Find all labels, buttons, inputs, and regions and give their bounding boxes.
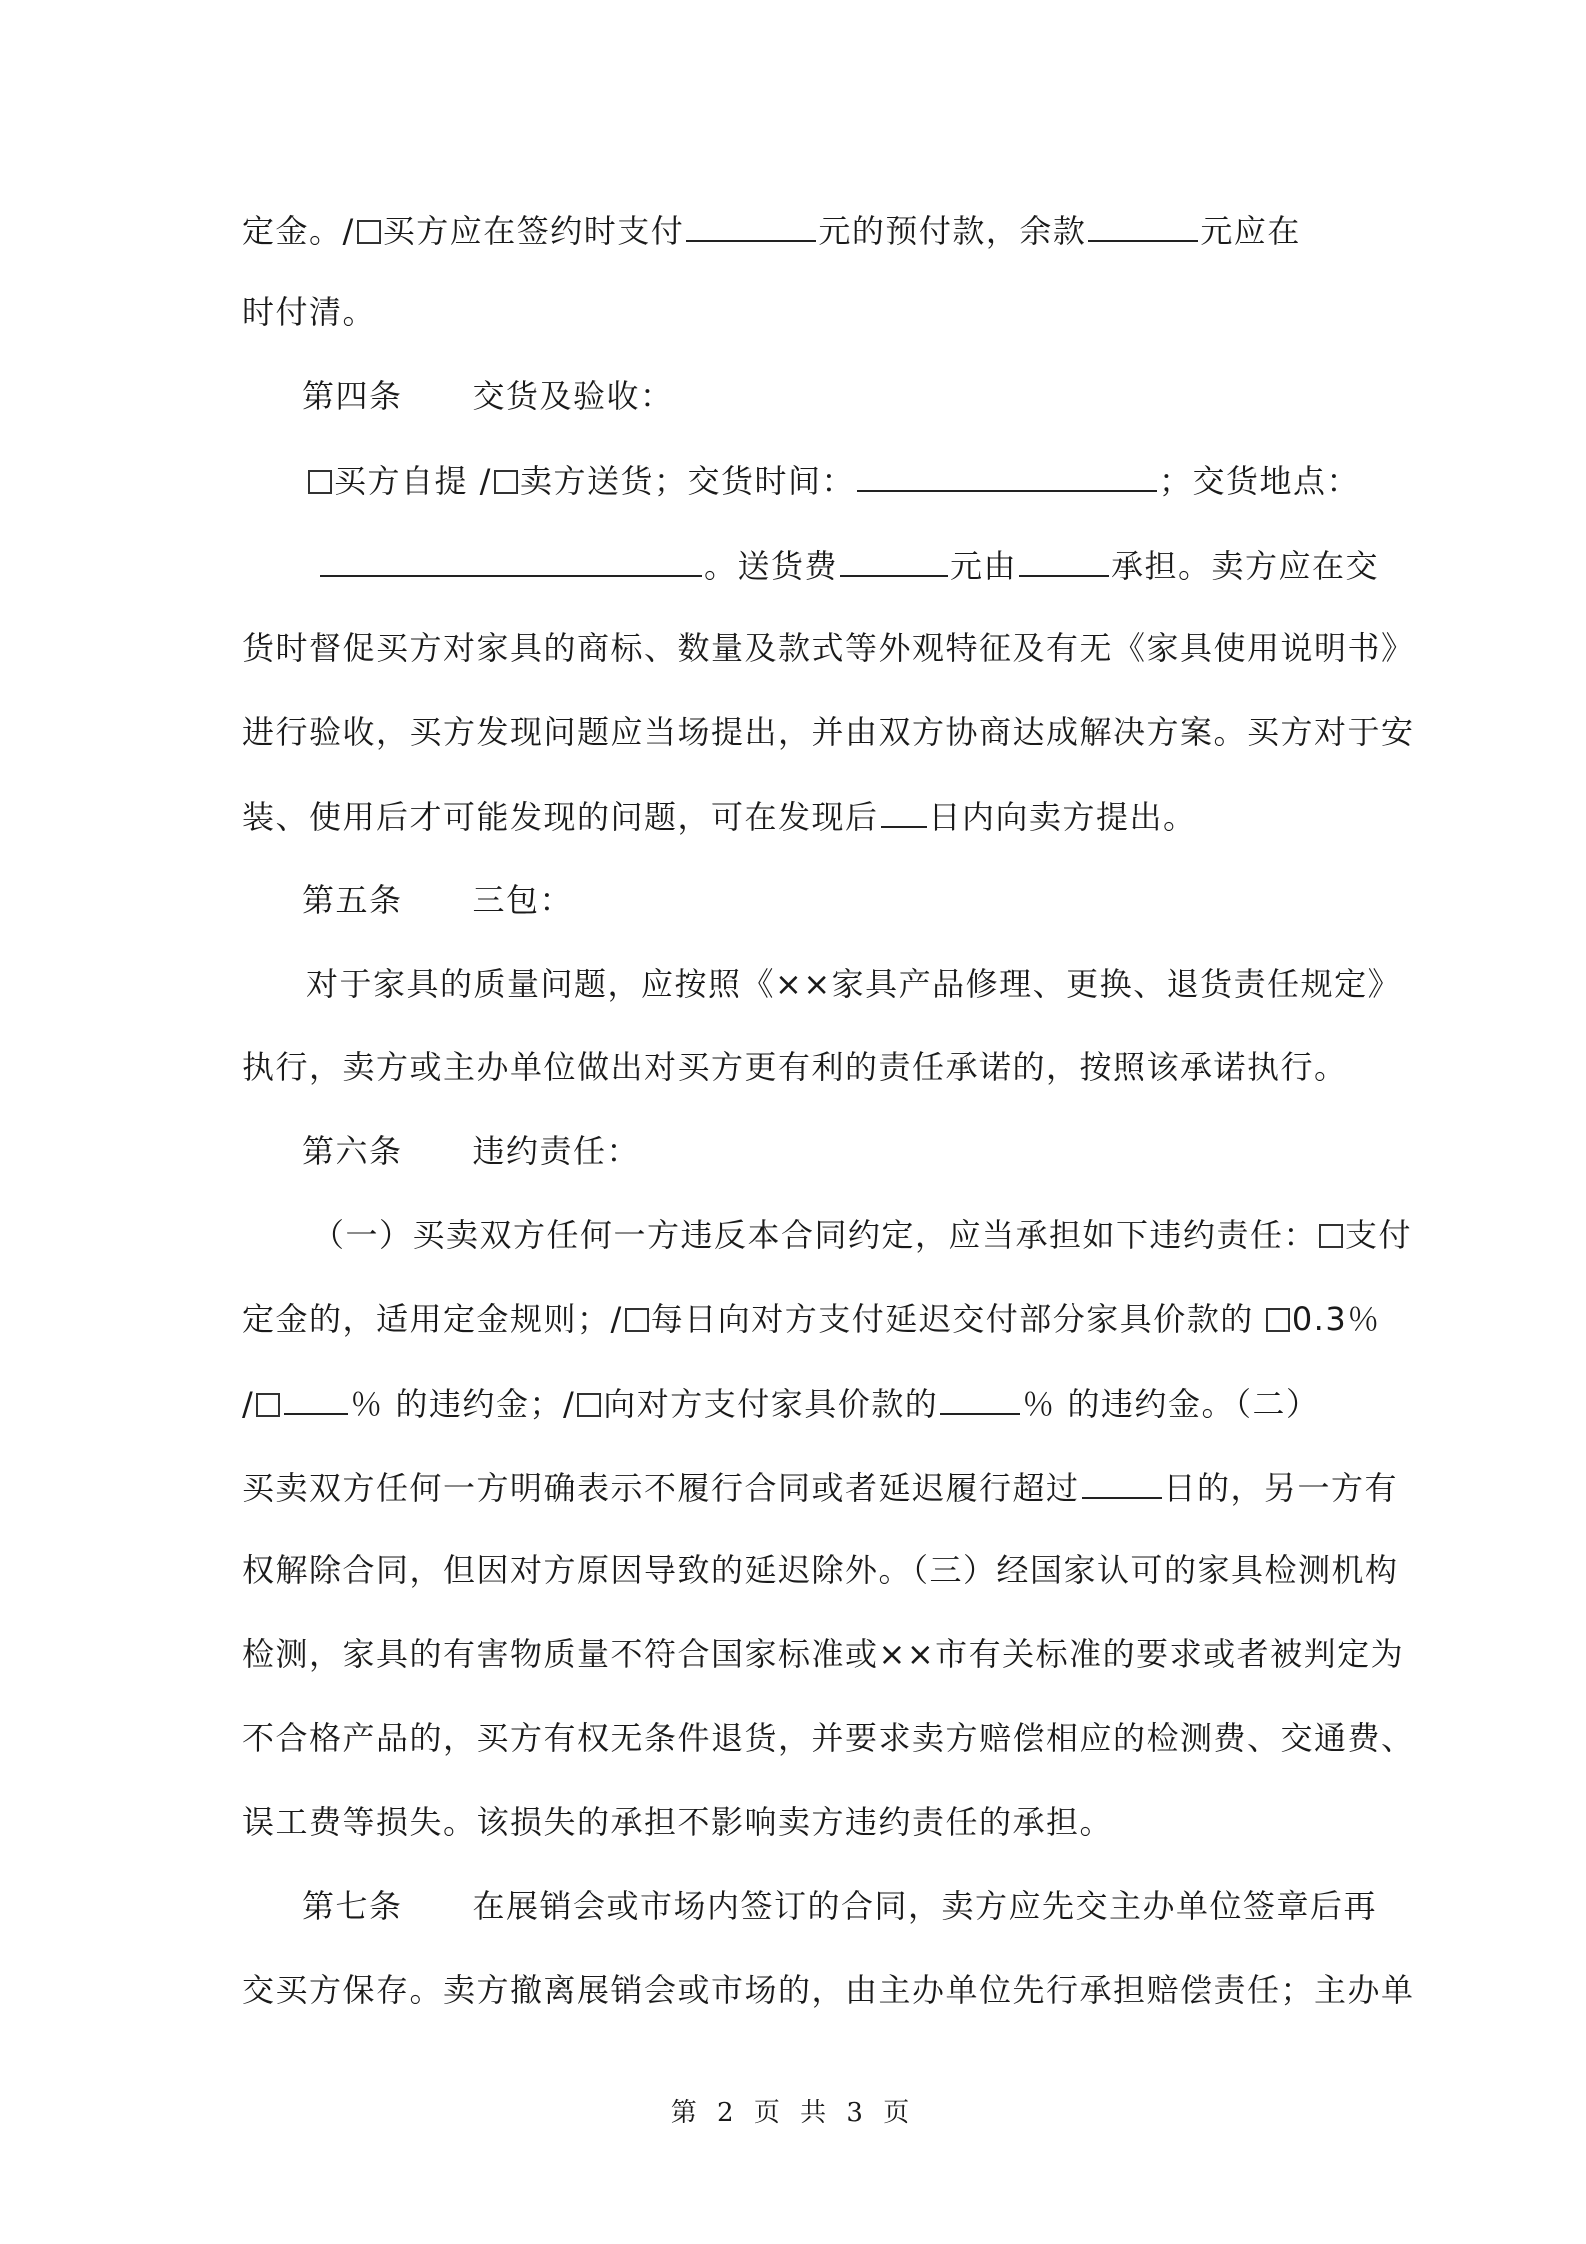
article-heading: 第五条 三包： (302, 881, 574, 919)
checkbox-icon (256, 1393, 280, 1417)
checkbox-icon (357, 220, 381, 244)
checkbox-icon (308, 470, 332, 494)
paragraph-line: 定金。/ 买方应在签约时支付 元的预付款，余款 元应在 (242, 212, 1301, 250)
paragraph-line: 不合格产品的，买方有权无条件退货，并要求卖方赔偿相应的检测费、交通费、 (242, 1719, 1415, 1757)
paragraph-line: 。送货费 元由 承担。卖方应在交 (318, 545, 1379, 586)
paragraph-line: 进行验收，买方发现问题应当场提出，并由双方协商达成解决方案。买方对于安 (242, 713, 1415, 751)
fill-blank (686, 210, 816, 242)
checkbox-icon (1266, 1308, 1290, 1332)
paragraph-line: / ％ 的违约金；/ 向对方支付家具价款的 ％ 的违约金。（二） (242, 1385, 1320, 1423)
fill-blank (881, 796, 927, 828)
checkbox-icon (1319, 1224, 1343, 1248)
checkbox-icon (494, 470, 518, 494)
fill-blank (320, 545, 702, 577)
fill-blank (1082, 1467, 1162, 1499)
fill-blank (940, 1383, 1020, 1415)
paragraph-line: 检测，家具的有害物质量不符合国家标准或××市有关标准的要求或者被判定为 (242, 1635, 1405, 1673)
paragraph-line: 装、使用后才可能发现的问题，可在发现后 日内向卖方提出。 (242, 798, 1197, 836)
paragraph-line: 对于家具的质量问题，应按照《××家具产品修理、更换、退货责任规定》 (306, 965, 1402, 1003)
article-heading: 第四条 交货及验收： (302, 377, 674, 415)
paragraph-line: 误工费等损失。该损失的承担不影响卖方违约责任的承担。 (242, 1803, 1114, 1841)
article-heading: 第六条 违约责任： (302, 1132, 641, 1170)
fill-blank (1019, 545, 1109, 577)
paragraph-line: 权解除合同，但因对方原因导致的延迟除外。（三）经国家认可的家具检测机构 (242, 1551, 1399, 1589)
paragraph-line: 交买方保存。卖方撤离展销会或市场的，由主办单位先行承担赔偿责任；主办单 (242, 1971, 1415, 2009)
checkbox-icon (625, 1308, 649, 1332)
paragraph-line: 货时督促买方对家具的商标、数量及款式等外观特征及有无《家具使用说明书》 (242, 629, 1415, 667)
paragraph-line: （一）买卖双方任何一方违反本合同约定，应当承担如下违约责任： 支付 (312, 1216, 1413, 1254)
fill-blank (857, 460, 1157, 492)
article-heading: 第七条 在展销会或市场内签订的合同，卖方应先交主办单位签章后再 (302, 1887, 1378, 1925)
fill-blank (284, 1383, 348, 1415)
paragraph-line: 时付清。 (242, 293, 377, 331)
paragraph-line: 执行，卖方或主办单位做出对买方更有利的责任承诺的，按照该承诺执行。 (242, 1048, 1348, 1086)
fill-blank (1088, 210, 1198, 242)
paragraph-line: 买方自提 / 卖方送货；交货时间： ；交货地点： (306, 460, 1360, 501)
page-number-footer: 第 2 页 共 3 页 (670, 2098, 916, 2128)
paragraph-line: 定金的，适用定金规则；/ 每日向对方支付延迟交付部分家具价款的 0.3％ (242, 1300, 1381, 1338)
paragraph-line: 买卖双方任何一方明确表示不履行合同或者延迟履行超过 日的，另一方有 (242, 1469, 1399, 1507)
checkbox-icon (577, 1393, 601, 1417)
fill-blank (840, 545, 948, 577)
